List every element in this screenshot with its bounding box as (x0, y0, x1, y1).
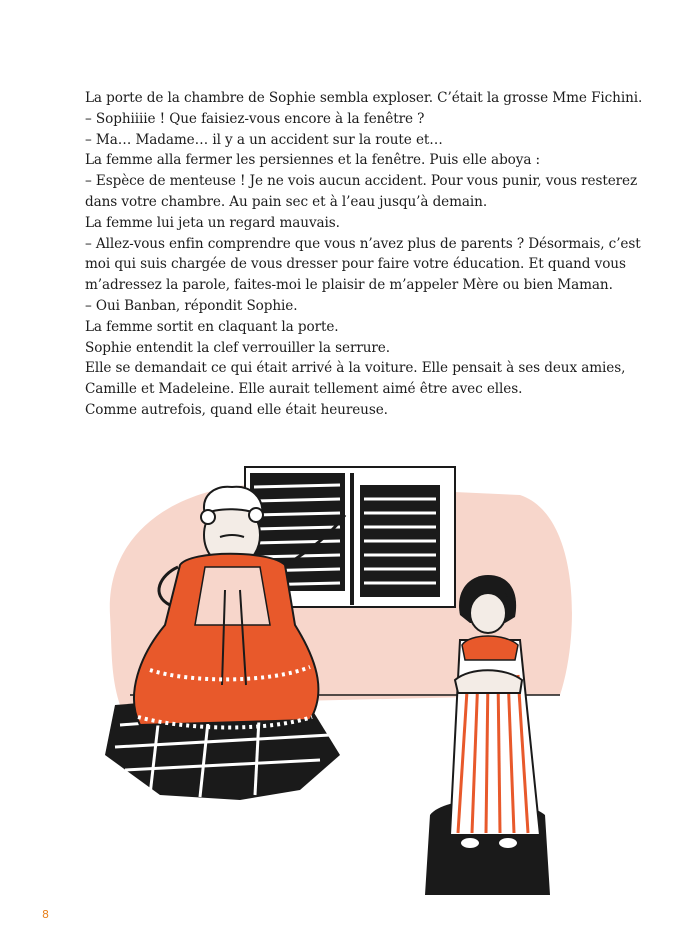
story-line: La femme sortit en claquant la porte. (85, 318, 339, 335)
story-line: Elle se demandait ce qui était arrivé à la voiture. Elle pensait à ses deux amies, (85, 360, 626, 377)
story-line: Camille et Madeleine. Elle aurait tellement aimé être avec elles. (85, 381, 523, 398)
story-line: Sophie entendit la clef verrouiller la serrure. (85, 339, 390, 356)
story-text (85, 88, 643, 421)
story-line: – Oui Banban, répondit Sophie. (85, 297, 298, 314)
story-line: moi qui suis chargée de vous dresser pour faire votre éducation. Et quand vous (85, 256, 626, 273)
story-line: – Allez-vous enfin comprendre que vous n’avez plus de parents ? Désormais, c’est (85, 235, 641, 252)
story-line: m’adressez la parole, faites-moi le plaisir de m’appeler Mère ou bien Maman. (85, 277, 613, 294)
story-line: – Sophiiiie ! Que faisiez-vous encore à la fenêtre ? (85, 110, 425, 127)
story-line: La femme alla fermer les persiennes et la fenêtre. Puis elle aboya : (85, 152, 541, 169)
story-line: Comme autrefois, quand elle était heureuse. (85, 401, 388, 418)
story-line: – Ma… Madame… il y a un accident sur la route et… (85, 131, 443, 148)
story-line: La femme lui jeta un regard mauvais. (85, 214, 340, 231)
page-number: 8 (42, 908, 49, 921)
story-illustration (0, 455, 700, 905)
story-line: La porte de la chambre de Sophie sembla exploser. C’était la grosse Mme Fichini. (85, 90, 643, 106)
story-line: – Espèce de menteuse ! Je ne vois aucun accident. Pour vous punir, vous resterez (85, 173, 638, 190)
story-line: dans votre chambre. Au pain sec et à l’eau jusqu’à demain. (85, 193, 488, 210)
